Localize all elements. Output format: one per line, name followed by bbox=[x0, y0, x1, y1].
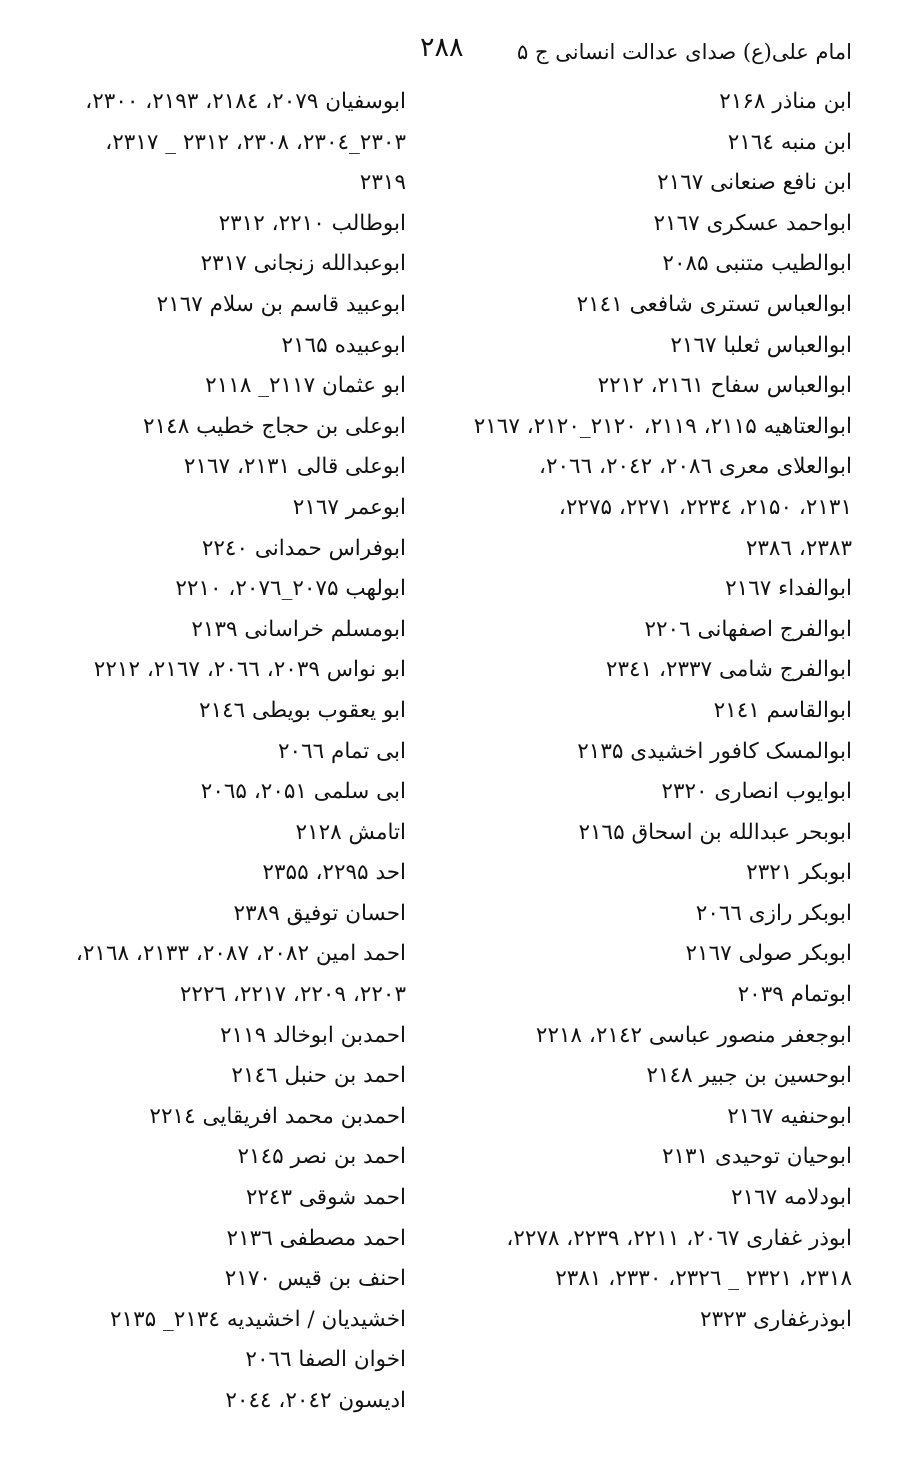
index-entry: احمدبن ابوخالد ۲۱۱۹ bbox=[220, 1022, 406, 1048]
index-entry: ابوالعباس سفاح ۲۱٦۱، ۲۲۱۲ bbox=[597, 373, 852, 399]
index-entry: ابوطالب ۲۲۱۰، ۲۳۱۲ bbox=[218, 210, 406, 236]
index-entry: ابوالقاسم ۲۱٤۱ bbox=[713, 697, 852, 723]
index-entry: ۲۲۰۳، ۲۲۰۹، ۲۲۱۷، ۲۲۲٦ bbox=[179, 982, 406, 1008]
index-entry: ابی تمام ۲۰٦٦ bbox=[277, 738, 406, 764]
index-entry: ابوالعباس تستری شافعی ۲۱٤۱ bbox=[576, 291, 852, 317]
index-entry: ابوالفداء ۲۱٦۷ bbox=[725, 576, 852, 602]
index-entry: ابوالفرج اصفهانی ۲۲۰٦ bbox=[644, 616, 852, 642]
index-entry: ۲۳۱۹ bbox=[359, 170, 406, 196]
index-entry: ابوعبدالله زنجانی ۲۳۱۷ bbox=[200, 251, 406, 277]
index-entry: احسان توفیق ۲۳۸۹ bbox=[233, 900, 406, 926]
index-entry: ابن مناذر ۲۱۶۸ bbox=[719, 89, 852, 114]
index-entry: ابودلامه ۲۱٦۷ bbox=[731, 1185, 852, 1211]
page-header bbox=[0, 32, 900, 82]
index-entry: ابوالعلای معری ۲۰۸٦، ۲۰٤۲، ۲۰٦٦، bbox=[539, 454, 852, 480]
index-entry: ابوعمر ۲۱٦۷ bbox=[292, 494, 406, 520]
index-entry: ابوجعفر منصور عباسی ۲۱٤۲، ۲۲۱۸ bbox=[535, 1022, 852, 1048]
index-entry: ابوایوب انصاری ۲۳۲۰ bbox=[661, 779, 852, 805]
index-entry: احمد شوقی ۲۲٤۳ bbox=[245, 1185, 406, 1211]
index-entry: احمد امین ۲۰۸۲، ۲۰۸۷، ۲۱۳۳، ۲۱٦۸، bbox=[75, 941, 406, 967]
index-entry: ابوبکر رازی ۲۰٦٦ bbox=[695, 900, 852, 926]
book-title: امام علی(ع) صدای عدالت انسانی ج ۵ bbox=[517, 40, 852, 64]
index-entry: ابوذرغفاری ۲۳۲۳ bbox=[700, 1306, 852, 1332]
index-entry: ابو نواس ۲۰۳۹، ۲۰٦٦، ۲۱٦۷، ۲۲۱۲ bbox=[93, 657, 406, 683]
index-entry: احد ۲۲۹۵، ۲۳۵۵ bbox=[262, 860, 406, 886]
index-entry: اتامش ۲۱۲۸ bbox=[295, 819, 406, 845]
index-entry: ادیسون ۲۰٤۲، ۲۰٤٤ bbox=[225, 1388, 406, 1413]
index-entry: اخوان الصفا ۲۰٦٦ bbox=[245, 1347, 406, 1373]
index-entry: ۲۳۰۳_۲۳۰٤، ۲۳۰۸، ۲۳۱۲ _ ۲۳۱۷، bbox=[105, 129, 406, 155]
index-entry: اخشیدیان / اخشیدیه ۲۱۳٤_ ۲۱۳۵ bbox=[109, 1306, 406, 1332]
index-entry: ابن منبه ۲۱٦٤ bbox=[727, 129, 852, 155]
index-entry: ابوعبیده ۲۱٦۵ bbox=[281, 332, 406, 358]
index-entry: ابوالطیب متنبی ۲۰۸۵ bbox=[662, 251, 852, 277]
index-entry: ابواحمد عسکری ۲۱٦۷ bbox=[653, 210, 852, 236]
index-entry: ابوحیان توحیدی ۲۱۳۱ bbox=[661, 1144, 852, 1170]
index-entry: ابومسلم خراسانی ۲۱۳۹ bbox=[191, 616, 406, 642]
index-entry: احمد بن نصر ۲۱٤۵ bbox=[237, 1144, 406, 1170]
index-entry: ابوالمسک کافور اخشیدی ۲۱۳۵ bbox=[577, 738, 852, 764]
index-entry: ابوذر غفاری ۲۰٦۷، ۲۲۱۱، ۲۲۳۹، ۲۲۷۸، bbox=[506, 1225, 852, 1251]
index-entry: ابوتمام ۲۰۳۹ bbox=[737, 982, 852, 1008]
index-entry: احمد بن حنبل ۲۱٤٦ bbox=[231, 1063, 406, 1089]
index-entry: ابوبحر عبدالله بن اسحاق ۲۱٦۵ bbox=[578, 819, 852, 845]
index-entry: ابوسفیان ۲۰۷۹، ۲۱۸٤، ۲۱۹۳، ۲۳۰۰، bbox=[85, 89, 406, 114]
index-entry: ۲۱۳۱، ۲۱۵۰، ۲۲۳٤، ۲۲۷۱، ۲۲۷۵، bbox=[558, 494, 852, 520]
index-entry: ابوحسین بن جبیر ۲۱٤۸ bbox=[646, 1063, 852, 1089]
index-entry: ابوبکر ۲۳۲۱ bbox=[746, 860, 852, 886]
index-entry: ابوعبید قاسم بن سلام ۲۱٦۷ bbox=[156, 291, 406, 317]
index-entry: ابوحنفیه ۲۱٦۷ bbox=[727, 1103, 852, 1129]
index-entry: ابوعلی بن حجاج خطیب ۲۱٤۸ bbox=[143, 413, 406, 439]
index-entry: ابن نافع صنعانی ۲۱٦۷ bbox=[657, 170, 852, 196]
index-entry: ابوعلی قالی ۲۱۳۱، ۲۱٦۷ bbox=[183, 454, 406, 480]
index-entry: ابوالفرج شامی ۲۳۳۷، ۲۳٤۱ bbox=[605, 657, 852, 683]
index-entry: احمد مصطفی ۲۱۳٦ bbox=[226, 1225, 406, 1251]
page-number: ۲۸۸ bbox=[420, 32, 464, 63]
index-entry: ابی سلمی ۲۰۵۱، ۲۰٦۵ bbox=[200, 779, 406, 805]
index-entry: ۲۳۱۸، ۲۳۲۱ _ ۲۳۲٦، ۲۳۳۰، ۲۳۸۱ bbox=[555, 1266, 852, 1292]
index-entry: احنف بن قیس ۲۱۷۰ bbox=[224, 1266, 406, 1292]
index-entry: ۲۳۸۳، ۲۳۸٦ bbox=[745, 535, 852, 561]
index-entry: ابولهب ۲۰۷۵_۲۰۷٦، ۲۲۱۰ bbox=[175, 576, 406, 602]
index-column-right bbox=[442, 82, 852, 1340]
index-entry: ابوبکر صولی ۲۱٦۷ bbox=[685, 941, 852, 967]
index-entry: ابوالعباس ثعلبا ۲۱٦۷ bbox=[670, 332, 852, 358]
index-entry: ابو عثمان ۲۱۱۷_ ۲۱۱۸ bbox=[205, 373, 406, 399]
index-entry: احمدبن محمد افریقایی ۲۲۱٤ bbox=[149, 1103, 406, 1129]
index-entry: ابو یعقوب بویطی ۲۱٤٦ bbox=[199, 697, 406, 723]
index-entry: ابوالعتاهیه ۲۱۱۵، ۲۱۱۹، ۲۱۲۰_۲۱۲۰، ۲۱٦۷ bbox=[473, 413, 852, 439]
index-entry: ابوفراس حمدانی ۲۲٤۰ bbox=[201, 535, 406, 561]
index-column-left bbox=[0, 82, 406, 1422]
